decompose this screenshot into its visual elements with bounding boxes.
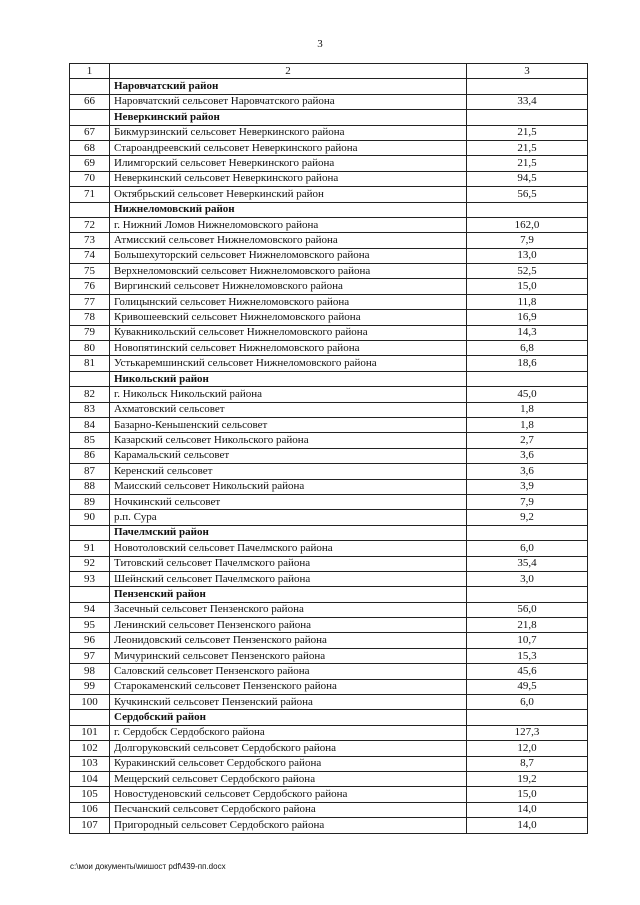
row-number: 76 — [70, 279, 110, 294]
district-heading-row — [70, 110, 588, 125]
row-number: 79 — [70, 325, 110, 340]
settlement-name: Маисский сельсовет Никольский района — [110, 479, 467, 494]
row-value: 3,9 — [467, 479, 588, 494]
row-value: 15,3 — [467, 648, 588, 663]
district-name: Никольский район — [110, 371, 467, 386]
row-number: 95 — [70, 618, 110, 633]
empty-cell — [467, 202, 588, 217]
district-heading-row — [70, 371, 588, 386]
table-row — [70, 387, 588, 402]
settlement-name: Неверкинский сельсовет Неверкинского района — [110, 171, 467, 186]
row-value: 6,0 — [467, 541, 588, 556]
table-row — [70, 771, 588, 786]
settlement-name: Виргинский сельсовет Нижнеломовского района — [110, 279, 467, 294]
row-value: 13,0 — [467, 248, 588, 263]
table-row — [70, 187, 588, 202]
row-value: 19,2 — [467, 771, 588, 786]
settlement-name: Песчанский сельсовет Сердобского района — [110, 802, 467, 817]
settlement-name: Илимгорский сельсовет Неверкинского района — [110, 156, 467, 171]
table-row — [70, 94, 588, 109]
empty-cell — [467, 587, 588, 602]
settlement-name: Леонидовский сельсовет Пензенского района — [110, 633, 467, 648]
row-value: 14,0 — [467, 818, 588, 833]
settlement-name: Долгоруковский сельсовет Сердобского района — [110, 741, 467, 756]
row-number: 81 — [70, 356, 110, 371]
district-name: Нижнеломовский район — [110, 202, 467, 217]
row-value: 127,3 — [467, 725, 588, 740]
settlement-name: г. Нижний Ломов Нижнеломовского района — [110, 217, 467, 232]
header-cell-1: 1 — [70, 64, 110, 79]
settlement-name: Титовский сельсовет Пачелмского района — [110, 556, 467, 571]
settlement-name: Мичуринский сельсовет Пензенского района — [110, 648, 467, 663]
settlement-name: Новостуденовский сельсовет Сердобского района — [110, 787, 467, 802]
row-number: 107 — [70, 818, 110, 833]
data-table — [69, 63, 588, 834]
table-row — [70, 618, 588, 633]
settlement-name: Кучкинский сельсовет Пензенский района — [110, 695, 467, 710]
table-row — [70, 402, 588, 417]
row-number: 94 — [70, 602, 110, 617]
table-row — [70, 248, 588, 263]
row-number: 89 — [70, 494, 110, 509]
table-row — [70, 679, 588, 694]
table-row — [70, 294, 588, 309]
row-value: 7,9 — [467, 494, 588, 509]
table-row — [70, 510, 588, 525]
row-value: 15,0 — [467, 279, 588, 294]
row-number: 105 — [70, 787, 110, 802]
district-name: Сердобский район — [110, 710, 467, 725]
row-value: 18,6 — [467, 356, 588, 371]
row-number: 104 — [70, 771, 110, 786]
row-number: 90 — [70, 510, 110, 525]
table-row — [70, 541, 588, 556]
row-value: 56,5 — [467, 187, 588, 202]
table-row — [70, 756, 588, 771]
row-value: 14,3 — [467, 325, 588, 340]
empty-cell — [467, 525, 588, 540]
table-row — [70, 433, 588, 448]
district-heading-row — [70, 710, 588, 725]
empty-cell — [467, 371, 588, 386]
row-value: 35,4 — [467, 556, 588, 571]
row-value: 21,5 — [467, 156, 588, 171]
file-path-footer: c:\мои документы\мишост pdf\439-пп.docx — [70, 862, 226, 871]
settlement-name: Ночкинский сельсовет — [110, 494, 467, 509]
table-row — [70, 341, 588, 356]
row-value: 1,8 — [467, 402, 588, 417]
empty-cell — [70, 202, 110, 217]
empty-cell — [467, 110, 588, 125]
row-number: 85 — [70, 433, 110, 448]
row-number: 98 — [70, 664, 110, 679]
row-number: 70 — [70, 171, 110, 186]
row-number: 74 — [70, 248, 110, 263]
table-row — [70, 787, 588, 802]
settlement-name: Куракинский сельсовет Сердобского района — [110, 756, 467, 771]
district-name: Неверкинский район — [110, 110, 467, 125]
table-row — [70, 125, 588, 140]
table-row — [70, 140, 588, 155]
row-number: 87 — [70, 464, 110, 479]
table-row — [70, 571, 588, 586]
settlement-name: Засечный сельсовет Пензенского района — [110, 602, 467, 617]
settlement-name: Устькаремшинский сельсовет Нижнеломовского района — [110, 356, 467, 371]
row-value: 21,5 — [467, 125, 588, 140]
table-row — [70, 279, 588, 294]
row-number: 91 — [70, 541, 110, 556]
row-value: 15,0 — [467, 787, 588, 802]
district-heading-row — [70, 202, 588, 217]
row-number: 102 — [70, 741, 110, 756]
row-value: 12,0 — [467, 741, 588, 756]
district-heading-row — [70, 525, 588, 540]
settlement-name: Староандреевский сельсовет Неверкинского района — [110, 140, 467, 155]
empty-cell — [70, 371, 110, 386]
row-number: 80 — [70, 341, 110, 356]
table-row — [70, 156, 588, 171]
settlement-name: Шейнский сельсовет Пачелмского района — [110, 571, 467, 586]
table-row — [70, 664, 588, 679]
table-row — [70, 448, 588, 463]
settlement-name: Новопятинский сельсовет Нижнеломовского района — [110, 341, 467, 356]
row-value: 3,0 — [467, 571, 588, 586]
row-number: 68 — [70, 140, 110, 155]
district-heading-row — [70, 587, 588, 602]
settlement-name: Керенский сельсовет — [110, 464, 467, 479]
page-number: 3 — [317, 38, 323, 50]
row-number: 69 — [70, 156, 110, 171]
row-value: 45,6 — [467, 664, 588, 679]
settlement-name: Кувакникольский сельсовет Нижнеломовского района — [110, 325, 467, 340]
row-value: 56,0 — [467, 602, 588, 617]
district-name: Наровчатский район — [110, 79, 467, 94]
district-name: Пензенский район — [110, 587, 467, 602]
header-cell-3: 3 — [467, 64, 588, 79]
settlement-name: Ленинский сельсовет Пензенского района — [110, 618, 467, 633]
row-number: 96 — [70, 633, 110, 648]
settlement-name: Старокаменский сельсовет Пензенского района — [110, 679, 467, 694]
settlement-name: Бикмурзинский сельсовет Неверкинского района — [110, 125, 467, 140]
row-number: 88 — [70, 479, 110, 494]
settlement-name: Казарский сельсовет Никольского района — [110, 433, 467, 448]
row-number: 97 — [70, 648, 110, 663]
table-row — [70, 633, 588, 648]
empty-cell — [70, 79, 110, 94]
row-value: 1,8 — [467, 417, 588, 432]
row-value: 21,8 — [467, 618, 588, 633]
settlement-name: Саловский сельсовет Пензенского района — [110, 664, 467, 679]
row-value: 162,0 — [467, 217, 588, 232]
empty-cell — [70, 525, 110, 540]
table-header-row — [70, 64, 588, 79]
row-number: 101 — [70, 725, 110, 740]
row-value: 49,5 — [467, 679, 588, 694]
table-row — [70, 417, 588, 432]
row-number: 84 — [70, 417, 110, 432]
row-value: 2,7 — [467, 433, 588, 448]
table-row — [70, 479, 588, 494]
row-number: 67 — [70, 125, 110, 140]
empty-cell — [70, 710, 110, 725]
row-value: 3,6 — [467, 464, 588, 479]
row-number: 75 — [70, 264, 110, 279]
row-value: 10,7 — [467, 633, 588, 648]
district-heading-row — [70, 79, 588, 94]
row-number: 66 — [70, 94, 110, 109]
row-number: 72 — [70, 217, 110, 232]
row-value: 16,9 — [467, 310, 588, 325]
row-value: 7,9 — [467, 233, 588, 248]
table-row — [70, 233, 588, 248]
settlement-name: Октябрьский сельсовет Неверкинский район — [110, 187, 467, 202]
row-value: 45,0 — [467, 387, 588, 402]
settlement-name: Ахматовский сельсовет — [110, 402, 467, 417]
row-number: 99 — [70, 679, 110, 694]
table-row — [70, 802, 588, 817]
settlement-name: Мещерский сельсовет Сердобского района — [110, 771, 467, 786]
settlement-name: Карамальский сельсовет — [110, 448, 467, 463]
settlement-name: Пригородный сельсовет Сердобского района — [110, 818, 467, 833]
table-row — [70, 325, 588, 340]
table-body — [70, 64, 588, 834]
row-number: 106 — [70, 802, 110, 817]
table-row — [70, 741, 588, 756]
row-number: 103 — [70, 756, 110, 771]
row-number: 73 — [70, 233, 110, 248]
row-number: 83 — [70, 402, 110, 417]
table-row — [70, 356, 588, 371]
row-value: 94,5 — [467, 171, 588, 186]
row-value: 9,2 — [467, 510, 588, 525]
row-value: 33,4 — [467, 94, 588, 109]
empty-cell — [70, 110, 110, 125]
row-number: 77 — [70, 294, 110, 309]
row-value: 52,5 — [467, 264, 588, 279]
empty-cell — [70, 587, 110, 602]
settlement-name: Кривошеевский сельсовет Нижнеломовского района — [110, 310, 467, 325]
row-number: 82 — [70, 387, 110, 402]
table-row — [70, 264, 588, 279]
row-value: 11,8 — [467, 294, 588, 309]
row-number: 92 — [70, 556, 110, 571]
row-value: 8,7 — [467, 756, 588, 771]
empty-cell — [467, 79, 588, 94]
settlement-name: г. Сердобск Сердобского района — [110, 725, 467, 740]
table-row — [70, 556, 588, 571]
table-row — [70, 648, 588, 663]
row-number: 100 — [70, 695, 110, 710]
settlement-name: Новотоловский сельсовет Пачелмского района — [110, 541, 467, 556]
row-value: 3,6 — [467, 448, 588, 463]
empty-cell — [467, 710, 588, 725]
table-row — [70, 695, 588, 710]
row-number: 93 — [70, 571, 110, 586]
settlement-name: Наровчатский сельсовет Наровчатского района — [110, 94, 467, 109]
row-value: 6,0 — [467, 695, 588, 710]
settlement-name: Базарно-Кеньшенский сельсовет — [110, 417, 467, 432]
table-row — [70, 171, 588, 186]
row-value: 6,8 — [467, 341, 588, 356]
settlement-name: Атмисский сельсовет Нижнеломовского района — [110, 233, 467, 248]
district-name: Пачелмский район — [110, 525, 467, 540]
row-number: 78 — [70, 310, 110, 325]
table-row — [70, 602, 588, 617]
settlement-name: г. Никольск Никольский района — [110, 387, 467, 402]
table-row — [70, 464, 588, 479]
settlement-name: Верхнеломовский сельсовет Нижнеломовского района — [110, 264, 467, 279]
table-row — [70, 725, 588, 740]
settlement-name: Большехуторский сельсовет Нижнеломовского района — [110, 248, 467, 263]
row-value: 14,0 — [467, 802, 588, 817]
table-row — [70, 494, 588, 509]
table-row — [70, 818, 588, 833]
table-row — [70, 217, 588, 232]
row-number: 86 — [70, 448, 110, 463]
row-number: 71 — [70, 187, 110, 202]
table-row — [70, 310, 588, 325]
header-cell-2: 2 — [110, 64, 467, 79]
settlement-name: р.п. Сура — [110, 510, 467, 525]
row-value: 21,5 — [467, 140, 588, 155]
settlement-name: Голицынский сельсовет Нижнеломовского района — [110, 294, 467, 309]
